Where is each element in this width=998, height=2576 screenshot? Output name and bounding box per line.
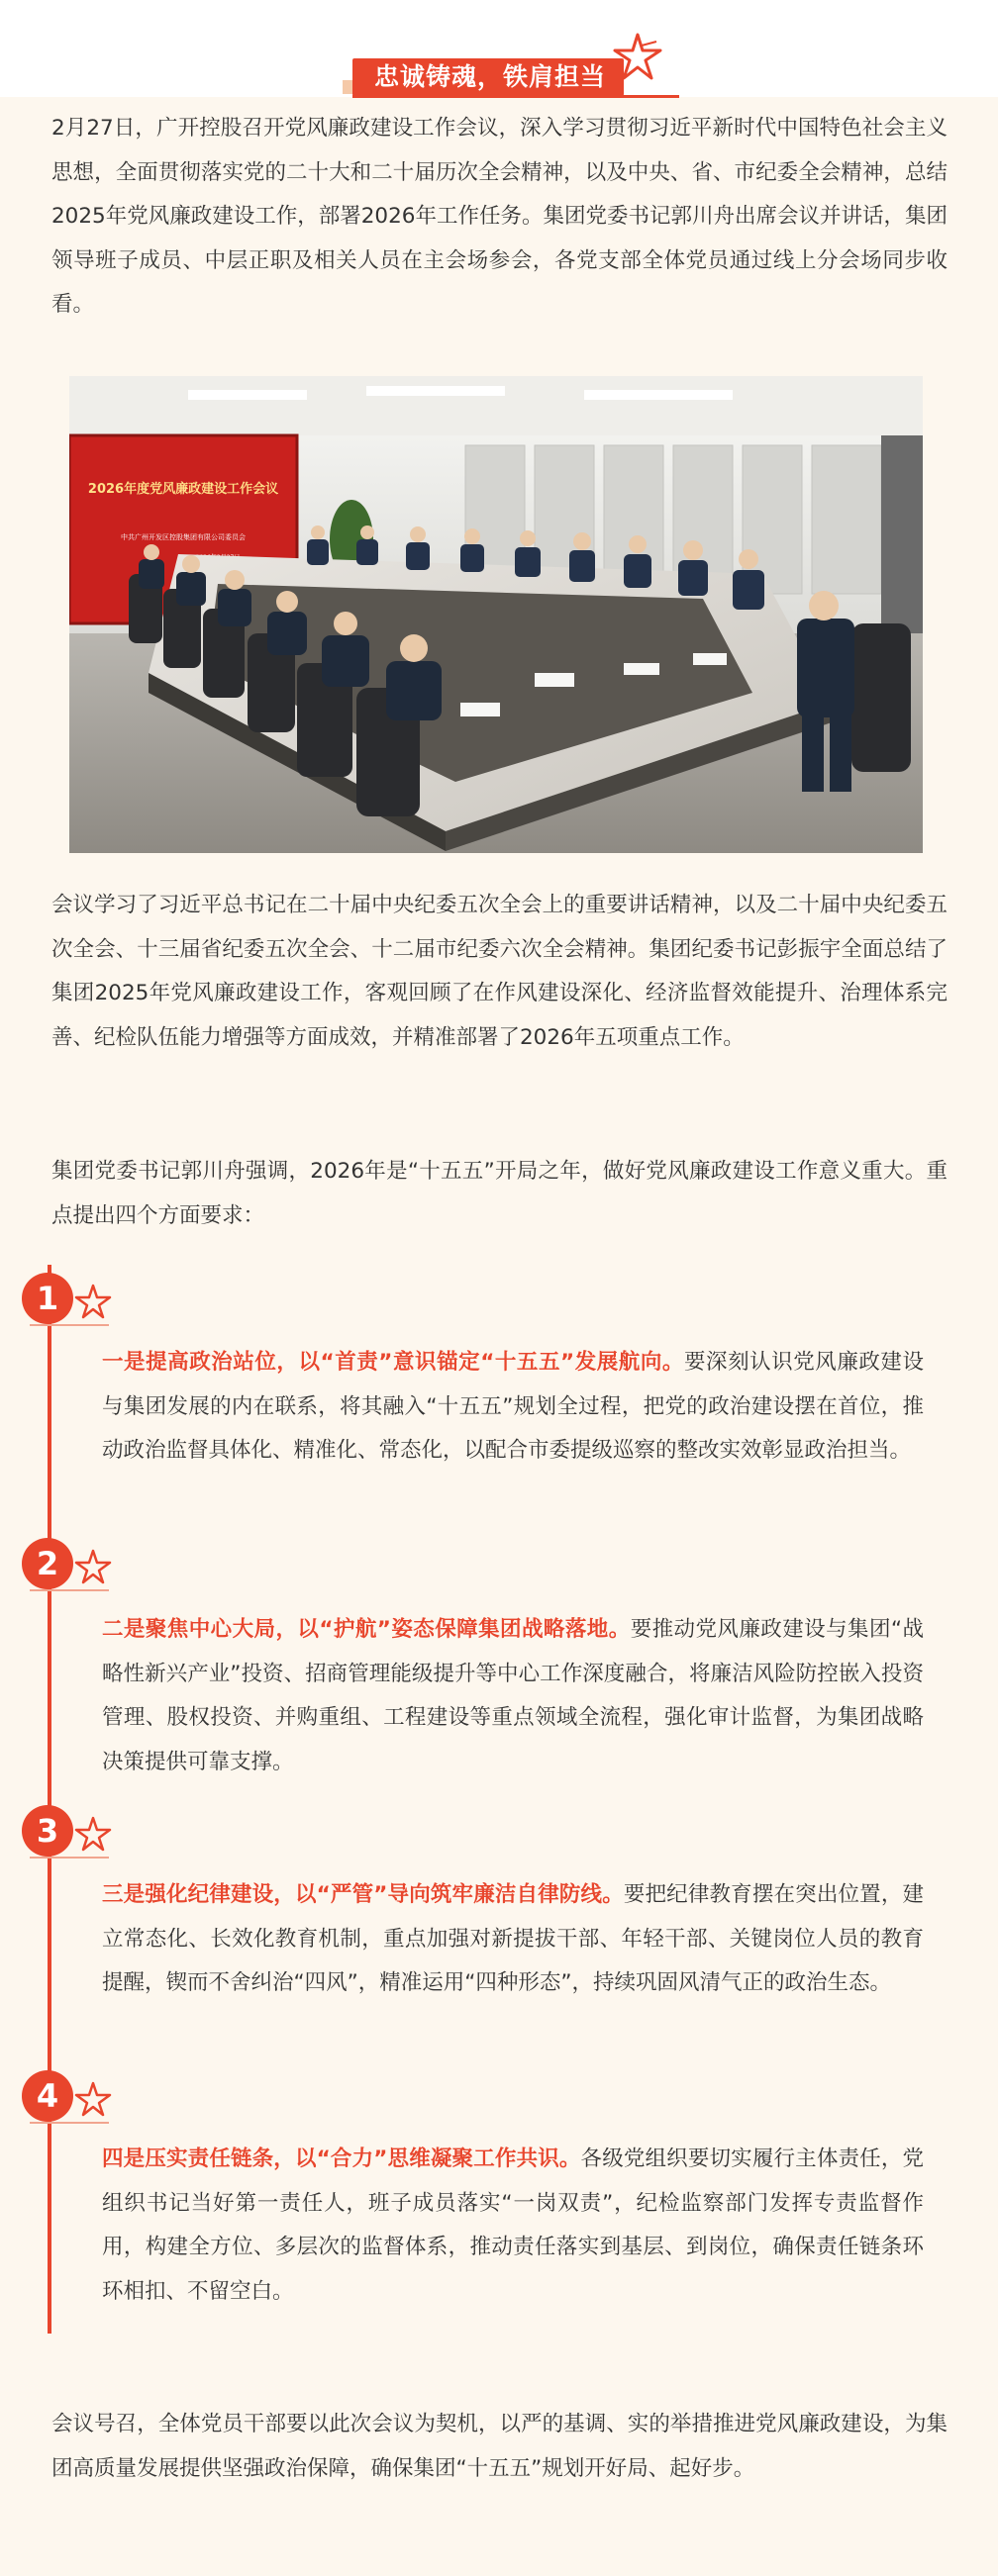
intro-paragraph: 2月27日，广开控股召开党风廉政建设工作会议，深入学习贯彻习近平新时代中国特色社会主义思想，全面贯彻落实党的二十大和二十届历次全会精神，以及中央、省、市纪委全会精神，总结2025年党风廉政建设工作，部署2026年工作任务。集团党委书记郭川舟出席会议并讲话，集团领导班子成员、中层正职及相关人员在主会场参会，各党支部全体党员通过线上分会场同步收看。 [51, 116, 948, 317]
requirement-body: 要推动党风廉政建设与集团“战略性新兴产业”投资、招商管理能级提升等中心工作深度融合，将廉洁风险防控嵌入投资管理、股权投资、并购重组、工程建设等重点领域全流程，强化审计监督，为集团战略决策提供可靠支撑。 [102, 1617, 925, 1774]
star-icon [612, 32, 663, 83]
requirement-number-badge: 1 [22, 1273, 73, 1324]
requirement-item-1 [102, 1341, 924, 1474]
requirement-body: 要深刻认识党风廉政建设与集团发展的内在联系，将其融入“十五五”规划全过程，把党的政治建设摆在首位，推动政治监督具体化、精准化、常态化，以配合市委提级巡察的整改实效彰显政治担当。 [102, 1350, 924, 1463]
requirement-number-badge: 2 [22, 1538, 73, 1589]
emphasis-paragraph: 集团党委书记郭川舟强调，2026年是“十五五”开局之年，做好党风廉政建设工作意义重大。重点提出四个方面要求： [51, 1159, 948, 1228]
requirement-number-badge: 4 [22, 2070, 73, 2122]
screen-subtitle: 中共广州开发区控股集团有限公司委员会 [121, 533, 246, 541]
screen-title: 2026年度党风廉政建设工作会议 [87, 482, 279, 497]
requirement-item-3 [102, 1873, 924, 2006]
closing-paragraph: 会议号召，全体党员干部要以此次会议为契机，以严的基调、实的举措推进党风廉政建设，为集团高质量发展提供坚强政治保障，确保集团“十五五”规划开好局、起好步。 [51, 2412, 948, 2481]
requirement-lead: 四是压实责任链条，以“合力”思维凝聚工作共识。 [102, 2147, 581, 2171]
banner-underline [352, 95, 679, 98]
requirement-item-2 [102, 1608, 924, 1784]
requirement-lead: 三是强化纪律建设，以“严管”导向筑牢廉洁自律防线。 [102, 1882, 624, 1907]
badge-underline [30, 1324, 109, 1326]
requirement-body: 要把纪律教育摆在突出位置，建立常态化、长效化教育机制，重点加强对新提拔干部、年轻干部、关键岗位人员的教育提醒，锲而不舍纠治“四风”，精准运用“四种形态”，持续巩固风清气正的政治生态。 [102, 1882, 924, 1995]
requirement-item-4 [102, 2138, 924, 2314]
star-icon [73, 1547, 113, 1586]
star-icon [73, 1814, 113, 1854]
badge-underline [30, 1857, 109, 1859]
banner-title: 忠诚铸魂，铁肩担当 [352, 58, 624, 96]
study-paragraph: 会议学习了习近平总书记在二十届中央纪委五次全会上的重要讲话精神，以及二十届中央纪委五次全会、十三届省纪委五次全会、十二届市纪委六次全会精神。集团纪委书记彭振宇全面总结了集团2025年党风廉政建设工作，客观回顾了在作风建设深化、经济监督效能提升、治理体系完善、纪检队伍能力增强等方面成效，并精准部署了2026年五项重点工作。 [51, 893, 948, 1050]
requirement-body: 各级党组织要切实履行主体责任，党组织书记当好第一责任人，班子成员落实“一岗双责”，纪检监察部门发挥专责监督作用，构建全方位、多层次的监督体系，推动责任落实到基层、到岗位，确保责任链条环环相扣、不留空白。 [102, 2147, 924, 2304]
section-header-banner [352, 57, 624, 97]
star-icon [73, 2079, 113, 2119]
timeline-line [48, 1265, 51, 2334]
requirement-lead: 一是提高政治站位，以“首责”意识锚定“十五五”发展航向。 [102, 1350, 684, 1375]
requirement-number-badge: 3 [22, 1805, 73, 1857]
requirement-lead: 二是聚焦中心大局，以“护航”姿态保障集团战略落地。 [102, 1617, 631, 1642]
badge-underline [30, 1589, 109, 1591]
star-icon [73, 1282, 113, 1321]
meeting-photo-illustration [69, 376, 923, 853]
badge-underline [30, 2122, 109, 2124]
meeting-photo [69, 376, 923, 853]
